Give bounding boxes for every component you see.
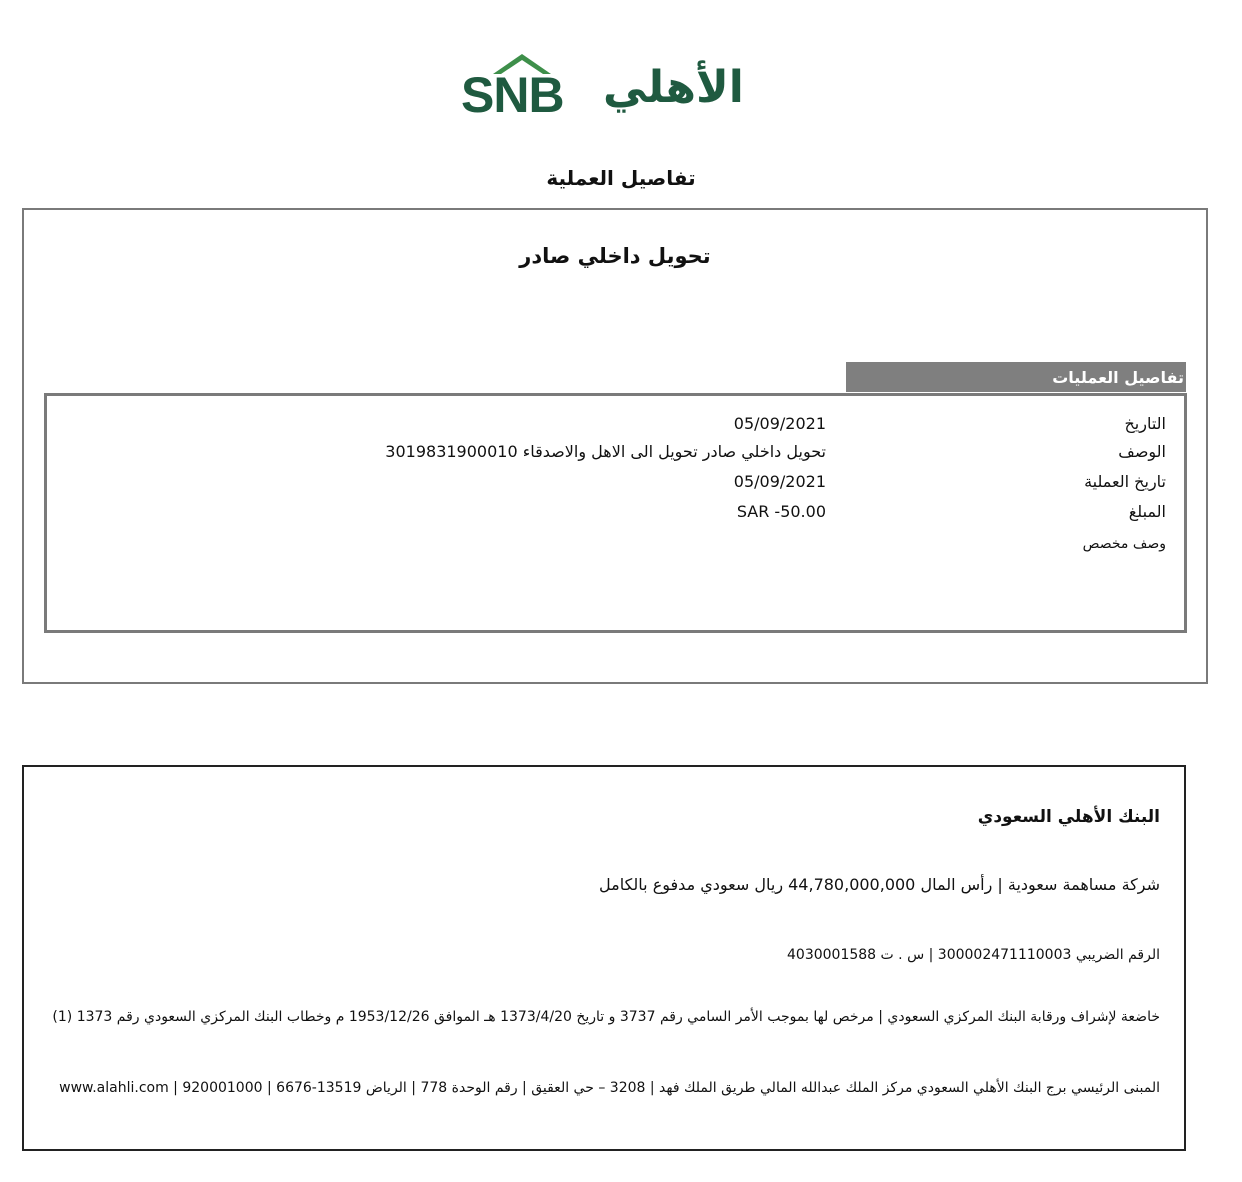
page-title: تفاصيل العملية xyxy=(546,166,696,190)
transaction-card xyxy=(22,208,1208,684)
date-value: 05/09/2021 xyxy=(733,414,826,433)
bank-footer xyxy=(22,765,1186,1151)
detail-row-date xyxy=(47,414,1184,442)
transaction-date-label: تاريخ العملية xyxy=(1084,472,1166,491)
amount-label: المبلغ xyxy=(1128,502,1166,521)
snb-logo xyxy=(455,48,755,134)
custom-description-label: وصف مخصص xyxy=(1082,536,1166,552)
date-label: التاريخ xyxy=(1124,414,1166,433)
footer-regulation: خاضعة لإشراف ورقابة البنك المركزي السعودي | مرخص لها بموجب الأمر السامي رقم 3737 و تاريخ 1373/4/20 هـ الموافق 1953/12/26 م وخطاب البنك المركزي السعودي رقم 1373 (1) xyxy=(52,1009,1160,1025)
logo-latin-text: SNB xyxy=(461,67,564,123)
logo-arabic-text: الأهلي xyxy=(603,62,744,113)
detail-row-custom-description xyxy=(47,536,1184,564)
section-header: تفاصيل العمليات xyxy=(846,362,1186,392)
footer-bank-name: البنك الأهلي السعودي xyxy=(977,807,1160,827)
footer-tax-info: الرقم الضريبي 300002471110003 | س . ت 4030001588 xyxy=(787,947,1160,963)
details-box xyxy=(44,393,1187,633)
detail-row-transaction-date xyxy=(47,472,1184,500)
detail-row-amount xyxy=(47,502,1184,530)
description-value: تحويل داخلي صادر تحويل الى الاهل والاصدقاء 3019831900010 xyxy=(385,442,826,461)
amount-value: SAR -50.00 xyxy=(736,502,826,521)
transaction-title: تحويل داخلي صادر xyxy=(519,244,711,268)
footer-address: المبنى الرئيسي برج البنك الأهلي السعودي مركز الملك عبدالله المالي طريق الملك فهد | 3208 – حي العقيق | رقم الوحدة 778 | الرياض 13519-6676 | 920001000 | www.alahli.com xyxy=(59,1080,1160,1096)
detail-row-description xyxy=(47,442,1184,470)
footer-company-info: شركة مساهمة سعودية | رأس المال 44,780,000,000 ريال سعودي مدفوع بالكامل xyxy=(599,875,1160,894)
transaction-date-value: 05/09/2021 xyxy=(733,472,826,491)
description-label: الوصف xyxy=(1118,442,1166,461)
